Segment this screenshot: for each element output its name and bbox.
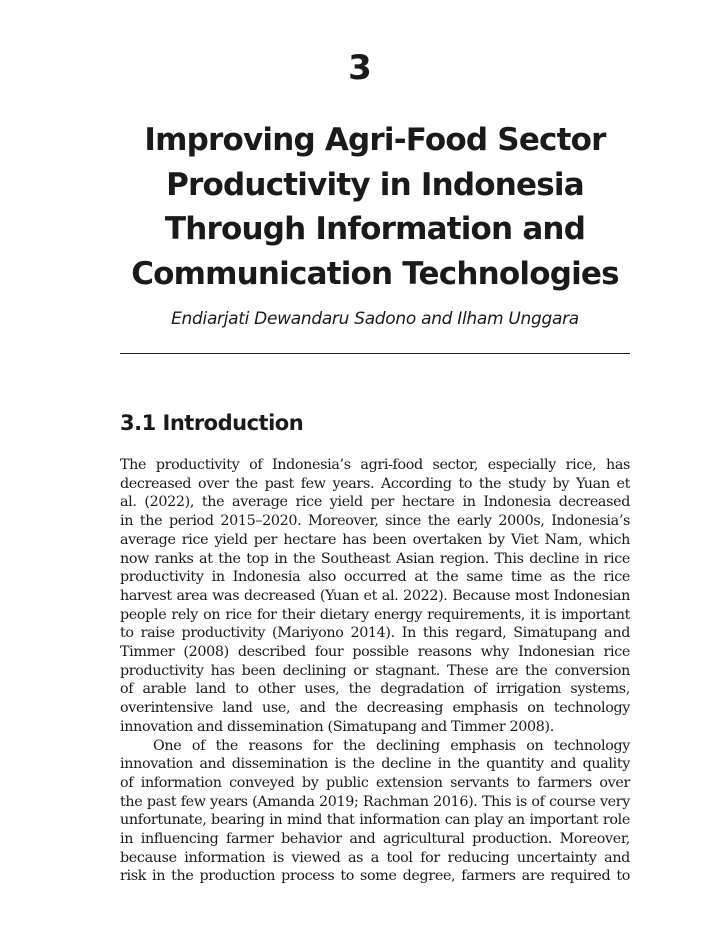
text-line: of information conveyed by public extension servants to farmers over [120, 774, 630, 791]
text-line: of arable land to other uses, the degradation of irrigation systems, [120, 681, 630, 698]
text-line: people rely on rice for their dietary energy requirements, it is important [120, 606, 630, 623]
text-line: decreased over the past few years. According to the study by Yuan et [120, 475, 630, 492]
text-line: Timmer (2008) described four possible reasons why Indonesian rice [120, 644, 630, 661]
text-line: al. (2022), the average rice yield per hectare in Indonesia decreased [120, 494, 630, 511]
text-line: One of the reasons for the declining emphasis on technology [153, 737, 630, 754]
text-line: the past few years (Amanda 2019; Rachman 2016). This is of course very [120, 793, 630, 810]
chapter-number: 3 [348, 48, 372, 88]
text-line: innovation and dissemination (Simatupang and Timmer 2008). [120, 718, 554, 735]
chapter-title-line: Through Information and [164, 211, 586, 247]
chapter-title [80, 118, 670, 296]
text-line: now ranks at the top in the Southeast Asian region. This decline in rice [120, 550, 630, 567]
chapter-title-line: Improving Agri-Food Sector [144, 122, 606, 158]
paragraph-1 [120, 456, 630, 737]
title-divider [120, 353, 630, 354]
paragraph-2 [120, 737, 630, 887]
text-line: harvest area was decreased (Yuan et al. 2022). Because most Indonesian [120, 587, 630, 604]
text-line: because information is viewed as a tool for reducing uncertainty and [120, 849, 630, 866]
text-line: overintensive land use, and the decreasing emphasis on technology [120, 700, 630, 717]
section-heading: 3.1 Introduction [120, 411, 304, 435]
text-line: innovation and dissemination is the decline in the quantity and quality [120, 756, 630, 773]
text-line: in influencing farmer behavior and agricultural production. Moreover, [120, 831, 630, 848]
text-line: unfortunate, bearing in mind that information can play an important role [120, 812, 630, 829]
text-line: risk in the production process to some degree, farmers are required to [120, 868, 630, 885]
text-line: productivity in Indonesia also occurred at the same time as the rice [120, 569, 630, 586]
text-line: in the period 2015–2020. Moreover, since the early 2000s, Indonesia’s [120, 513, 630, 530]
body-text [120, 456, 630, 886]
chapter-authors: Endiarjati Dewandaru Sadono and Ilham Unggara [171, 309, 579, 329]
text-line: to raise productivity (Mariyono 2014). In this regard, Simatupang and [120, 625, 630, 642]
chapter-title-line: Productivity in Indonesia [166, 166, 584, 203]
text-line: average rice yield per hectare has been overtaken by Viet Nam, which [120, 531, 630, 548]
text-line: productivity has been declining or stagnant. These are the conversion [120, 662, 630, 679]
text-line: The productivity of Indonesia’s agri-food sector, especially rice, has [120, 457, 630, 473]
chapter-title-line: Communication Technologies [131, 255, 619, 292]
